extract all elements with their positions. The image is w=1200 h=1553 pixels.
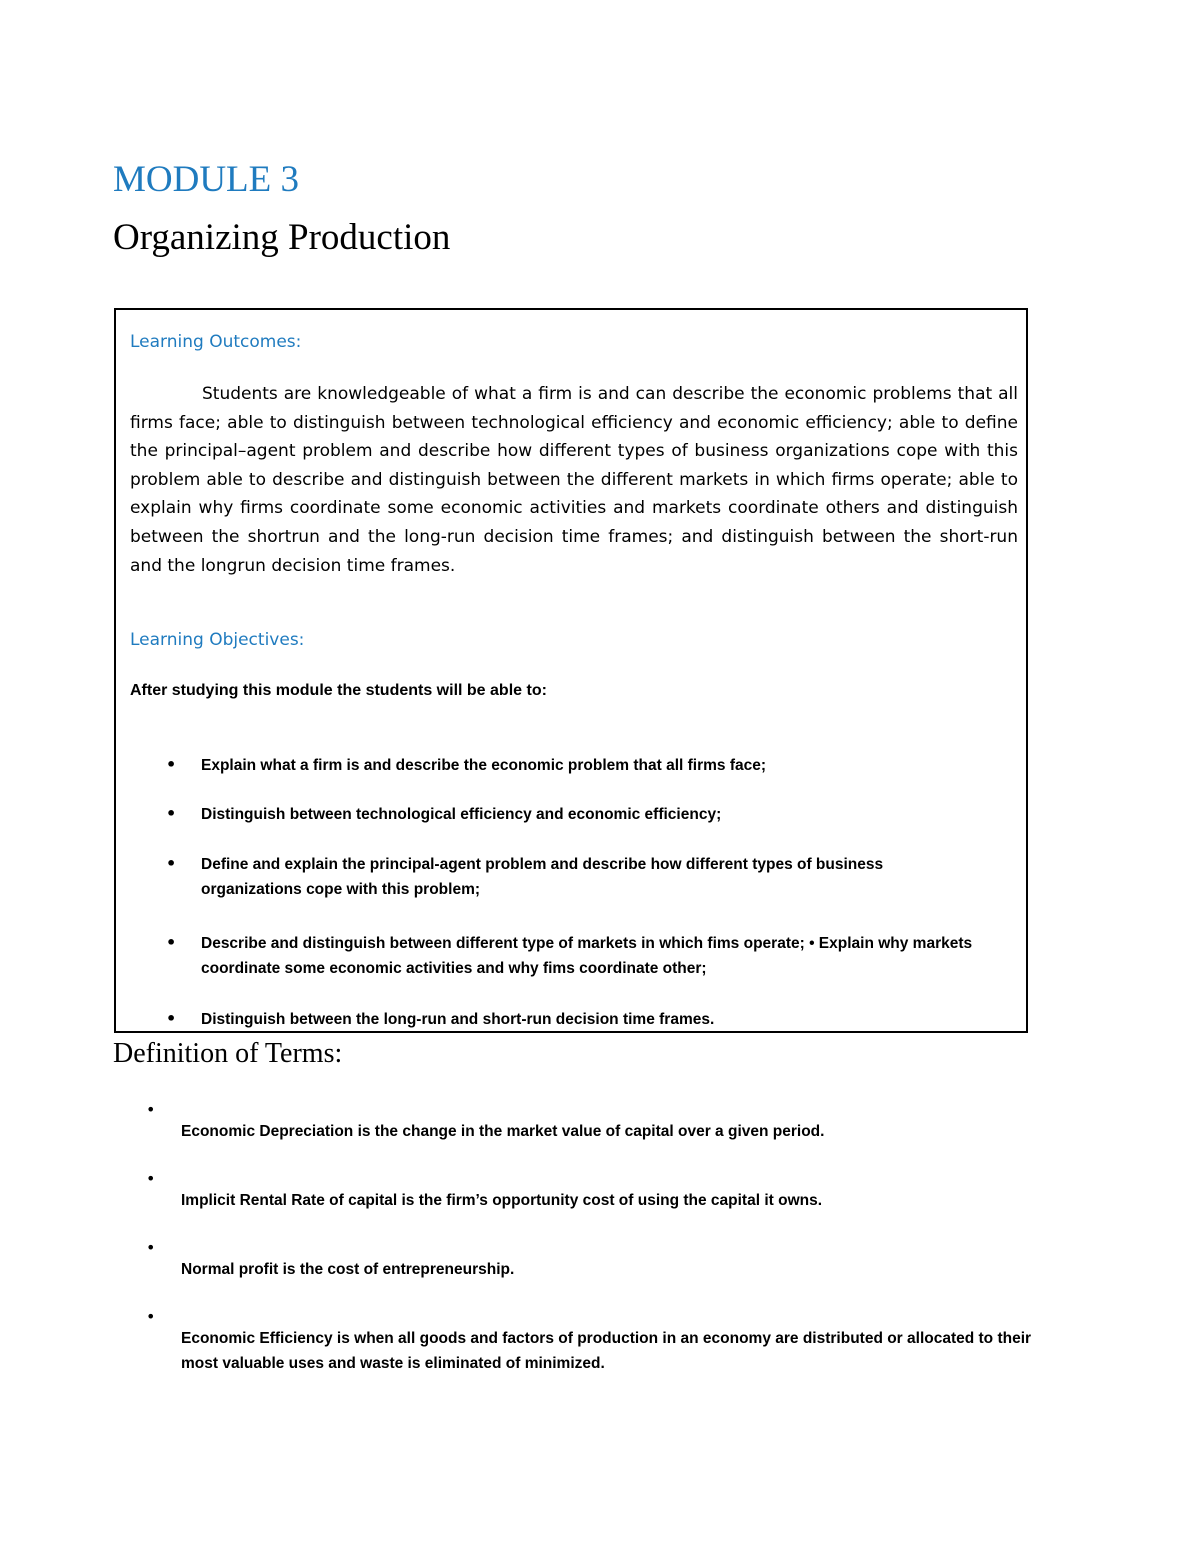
learning-outcomes-heading: Learning Outcomes: [130, 332, 302, 352]
learning-outcomes-text: Students are knowledgeable of what a firm is and can describe the economic problems that all firms face; able to distinguish between technological efficiency and economic efficiency; able to define the principal–agent problem and describe how different types of business organizations cope with this problem able to describe and distinguish between the different markets in which firms operate; able to explain why firms coordinate some economic activities and markets coordinate others and distinguish between the shortrun and the long-run decision time frames; and distinguish between the short-run and the longrun decision time frames. [130, 384, 1018, 576]
learning-objectives-heading: Learning Objectives: [130, 630, 305, 650]
objective-text: Define and explain the principal-agent problem and describe how different types of business organizations cope with this problem; [201, 856, 884, 898]
bullet-icon: • [146, 1238, 156, 1257]
objective-text: Describe and distinguish between different type of markets in which fims operate; • Explain why markets coordinate some economic activities and why fims coordinate other; [201, 935, 973, 977]
objective-item [166, 1007, 986, 1032]
bullet-icon: • [146, 1307, 156, 1326]
bullet-icon: • [166, 854, 177, 873]
bullet-icon: • [166, 755, 177, 774]
bullet-icon: • [166, 1009, 177, 1028]
objective-item [166, 852, 986, 902]
bullet-icon: • [166, 933, 177, 952]
definition-of-terms-heading: Definition of Terms: [113, 1038, 343, 1069]
objective-item [166, 931, 986, 981]
term-item: Implicit Rental Rate of capital is the firm’s opportunity cost of using the capital it owns. [181, 1192, 823, 1209]
term-item: Economic Efficiency is when all goods and factors of production in an economy are distributed or allocated to their most valuable uses and waste is eliminated of minimized. [181, 1330, 1032, 1372]
module-title: MODULE 3 [113, 159, 300, 200]
bullet-icon: • [146, 1169, 156, 1188]
objective-item [166, 753, 986, 778]
module-subtitle: Organizing Production [113, 217, 451, 258]
objective-text: Distinguish between the long-run and short-run decision time frames. [201, 1011, 715, 1028]
objective-text: Explain what a firm is and describe the economic problem that all firms face; [201, 757, 767, 774]
bullet-icon: • [166, 804, 177, 823]
objective-text: Distinguish between technological efficiency and economic efficiency; [201, 806, 722, 823]
learning-objectives-intro: After studying this module the students will be able to: [130, 682, 547, 699]
term-item: Normal profit is the cost of entrepreneurship. [181, 1261, 515, 1278]
term-item: Economic Depreciation is the change in the market value of capital over a given period. [181, 1123, 825, 1140]
learning-box [114, 308, 1028, 1033]
objective-item [166, 802, 986, 827]
bullet-icon: • [146, 1100, 156, 1119]
